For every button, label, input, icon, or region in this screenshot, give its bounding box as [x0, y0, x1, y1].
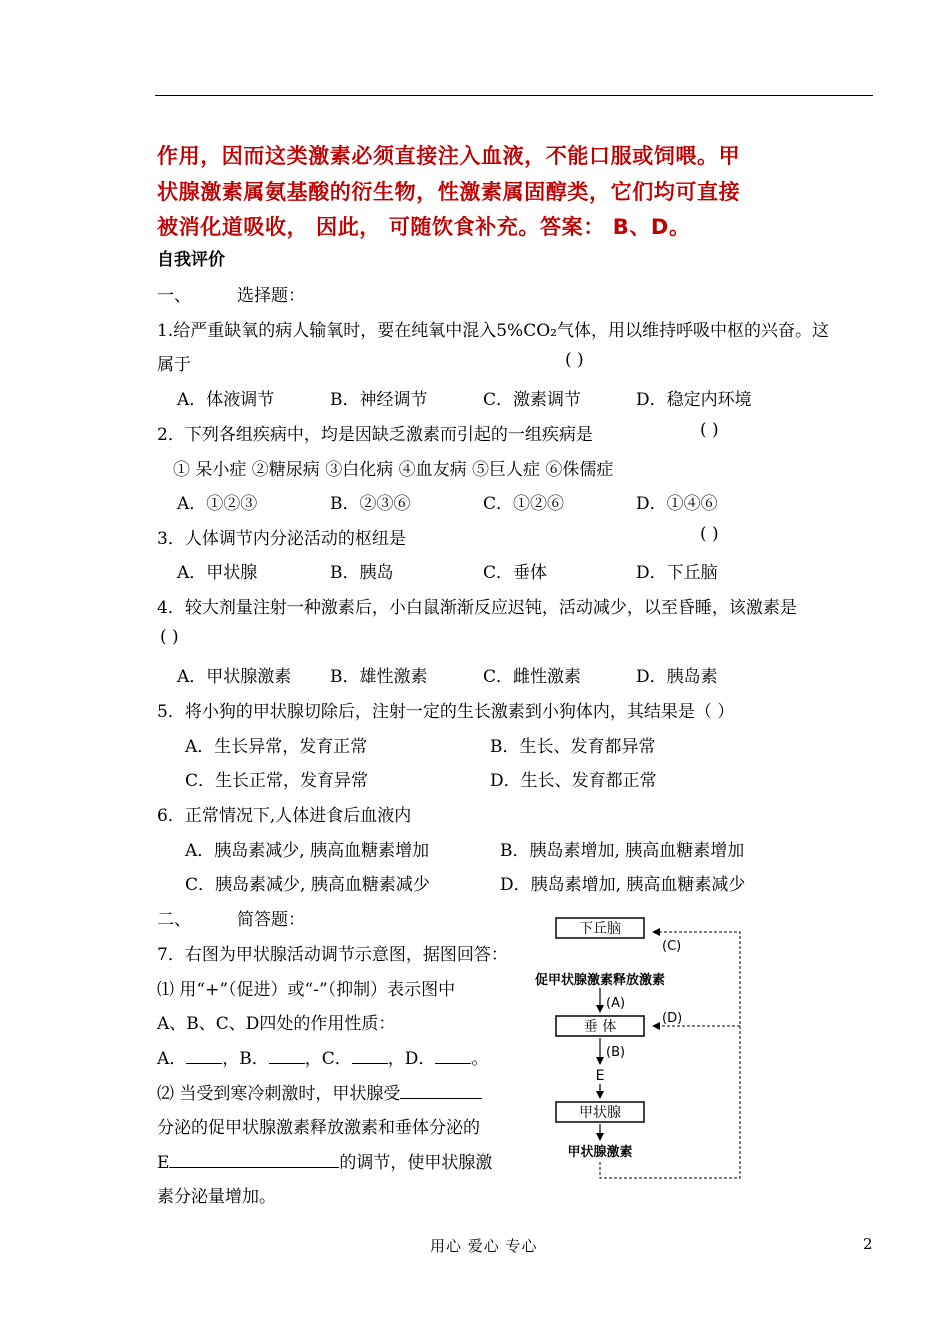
q6-option-b: B．胰岛素增加, 胰高血糖素增加 — [500, 841, 745, 861]
label-e: E — [595, 1068, 605, 1084]
q2-disease-list: ① 呆小症 ②糖尿病 ③白化病 ④血友病 ⑤巨人症 ⑥侏儒症 — [173, 460, 614, 480]
q6-option-c: C．胰岛素减少, 胰高血糖素减少 — [185, 875, 430, 895]
section-title: 自我评价 — [157, 250, 225, 270]
q6-option-d: D．胰岛素增加, 胰高血糖素减少 — [500, 875, 746, 895]
pituitary-label: 垂 体 — [583, 1019, 617, 1035]
blank-b[interactable] — [269, 1047, 305, 1064]
answer-line-3: 被消化道吸收， 因此， 可随饮食补充。答案： B、D。 — [157, 215, 691, 239]
q3-answer-bracket: ( ) — [700, 524, 719, 544]
part1-title: 选择题： — [237, 286, 305, 306]
q5-option-b: B．生长、发育都异常 — [490, 737, 656, 757]
blank-d[interactable] — [435, 1047, 471, 1064]
thyroid-hormone-label: 甲状腺激素 — [567, 1145, 633, 1160]
part1-number: 一、 — [157, 286, 191, 306]
q3-option-c: C．垂体 — [483, 563, 548, 583]
blank-c[interactable] — [352, 1047, 388, 1064]
q2-option-a: A．①②③ — [177, 494, 258, 514]
q6-stem: 6．正常情况下,人体进食后血液内 — [157, 806, 412, 826]
blank-a[interactable] — [186, 1047, 222, 1064]
q5-option-a: A．生长异常，发育正常 — [185, 737, 368, 757]
q4-option-c: C．雌性激素 — [483, 667, 582, 687]
part2-heading — [157, 905, 305, 930]
q7-sub1-line1: ⑴ 用“+”（促进）或“-”（抑制）表示图中 — [157, 980, 456, 1000]
page-number: 2 — [863, 1235, 873, 1253]
q1-stem-line1: 1.给严重缺氧的病人输氧时，要在纯氧中混入5%CO₂气体，用以维持呼吸中枢的兴奋。这 — [157, 321, 829, 341]
q1-answer-bracket: ( ) — [565, 350, 584, 370]
part2-number: 二、 — [157, 910, 191, 930]
blank-secreting-organ[interactable] — [400, 1082, 482, 1099]
q4-option-b: B．雄性激素 — [330, 667, 428, 687]
q7-stem: 7．右图为甲状腺活动调节示意图，据图回答： — [157, 945, 508, 965]
q4-stem: 4．较大剂量注射一种激素后，小白鼠渐渐反应迟钝，活动减少，以至昏睡，该激素是 — [157, 598, 797, 618]
q7-sub2-line4: 素分泌量增加。 — [157, 1187, 276, 1207]
q2-answer-bracket: ( ) — [700, 420, 719, 440]
label-b: (B) — [606, 1045, 626, 1060]
footer-motto: 用心 爱心 专心 — [430, 1237, 538, 1255]
hypothalamus-label: 下丘脑 — [579, 921, 621, 937]
trh-label: 促甲状腺激素释放激素 — [534, 973, 666, 988]
q2-option-b: B．②③⑥ — [330, 494, 411, 514]
q1-option-d: D．稳定内环境 — [636, 390, 752, 410]
label-a: (A) — [606, 996, 626, 1011]
answer-line-2: 状腺激素属氨基酸的衍生物，性激素属固醇类，它们均可直接 — [157, 180, 741, 204]
q3-option-b: B．胰岛 — [330, 563, 394, 583]
part1-heading — [157, 281, 305, 306]
q2-option-d: D．①④⑥ — [636, 494, 718, 514]
q3-option-a: A．甲状腺 — [177, 563, 258, 583]
blank-hormone-e[interactable] — [169, 1151, 339, 1168]
q7-sub1-line2: A、B、C、D四处的作用性质： — [157, 1014, 396, 1034]
q3-stem: 3．人体调节内分泌活动的枢纽是 — [157, 529, 406, 549]
q7-sub1-blanks: A． ，B． ，C． ，D． 。 — [157, 1049, 489, 1069]
q1-option-a: A．体液调节 — [177, 390, 275, 410]
part2-title: 简答题： — [237, 910, 305, 930]
thyroid-regulation-diagram — [534, 912, 760, 1186]
q2-stem: 2．下列各组疾病中，均是因缺乏激素而引起的一组疾病是 — [157, 425, 593, 445]
q4-option-a: A．甲状腺激素 — [177, 667, 292, 687]
label-d: (D) — [662, 1011, 683, 1026]
q5-option-d: D．生长、发育都正常 — [490, 771, 657, 791]
q7-sub2-line2: 分泌的促甲状腺激素释放激素和垂体分泌的 — [157, 1118, 480, 1138]
q7-sub2-line1: ⑵ 当受到寒冷刺激时，甲状腺受 — [157, 1079, 482, 1104]
label-c: (C) — [662, 939, 682, 954]
q4-answer-bracket: ( ) — [160, 627, 179, 647]
q7-sub2-line3: E 的调节，使甲状腺激 — [157, 1153, 493, 1173]
q1-stem-line2: 属于 — [157, 355, 191, 375]
q5-stem: 5．将小狗的甲状腺切除后，注射一定的生长激素到小狗体内，其结果是（ ） — [157, 702, 735, 722]
header-rule — [155, 95, 873, 96]
q2-option-c: C．①②⑥ — [483, 494, 565, 514]
thyroid-label: 甲状腺 — [579, 1105, 621, 1121]
q3-option-d: D．下丘脑 — [636, 563, 718, 583]
q4-option-d: D．胰岛素 — [636, 667, 718, 687]
q5-option-c: C．生长正常，发育异常 — [185, 771, 369, 791]
q1-option-c: C．激素调节 — [483, 390, 582, 410]
q1-option-b: B．神经调节 — [330, 390, 428, 410]
answer-line-1: 作用，因而这类激素必须直接注入血液，不能口服或饲喂。甲 — [157, 144, 741, 168]
q6-option-a: A．胰岛素减少, 胰高血糖素增加 — [185, 841, 430, 861]
